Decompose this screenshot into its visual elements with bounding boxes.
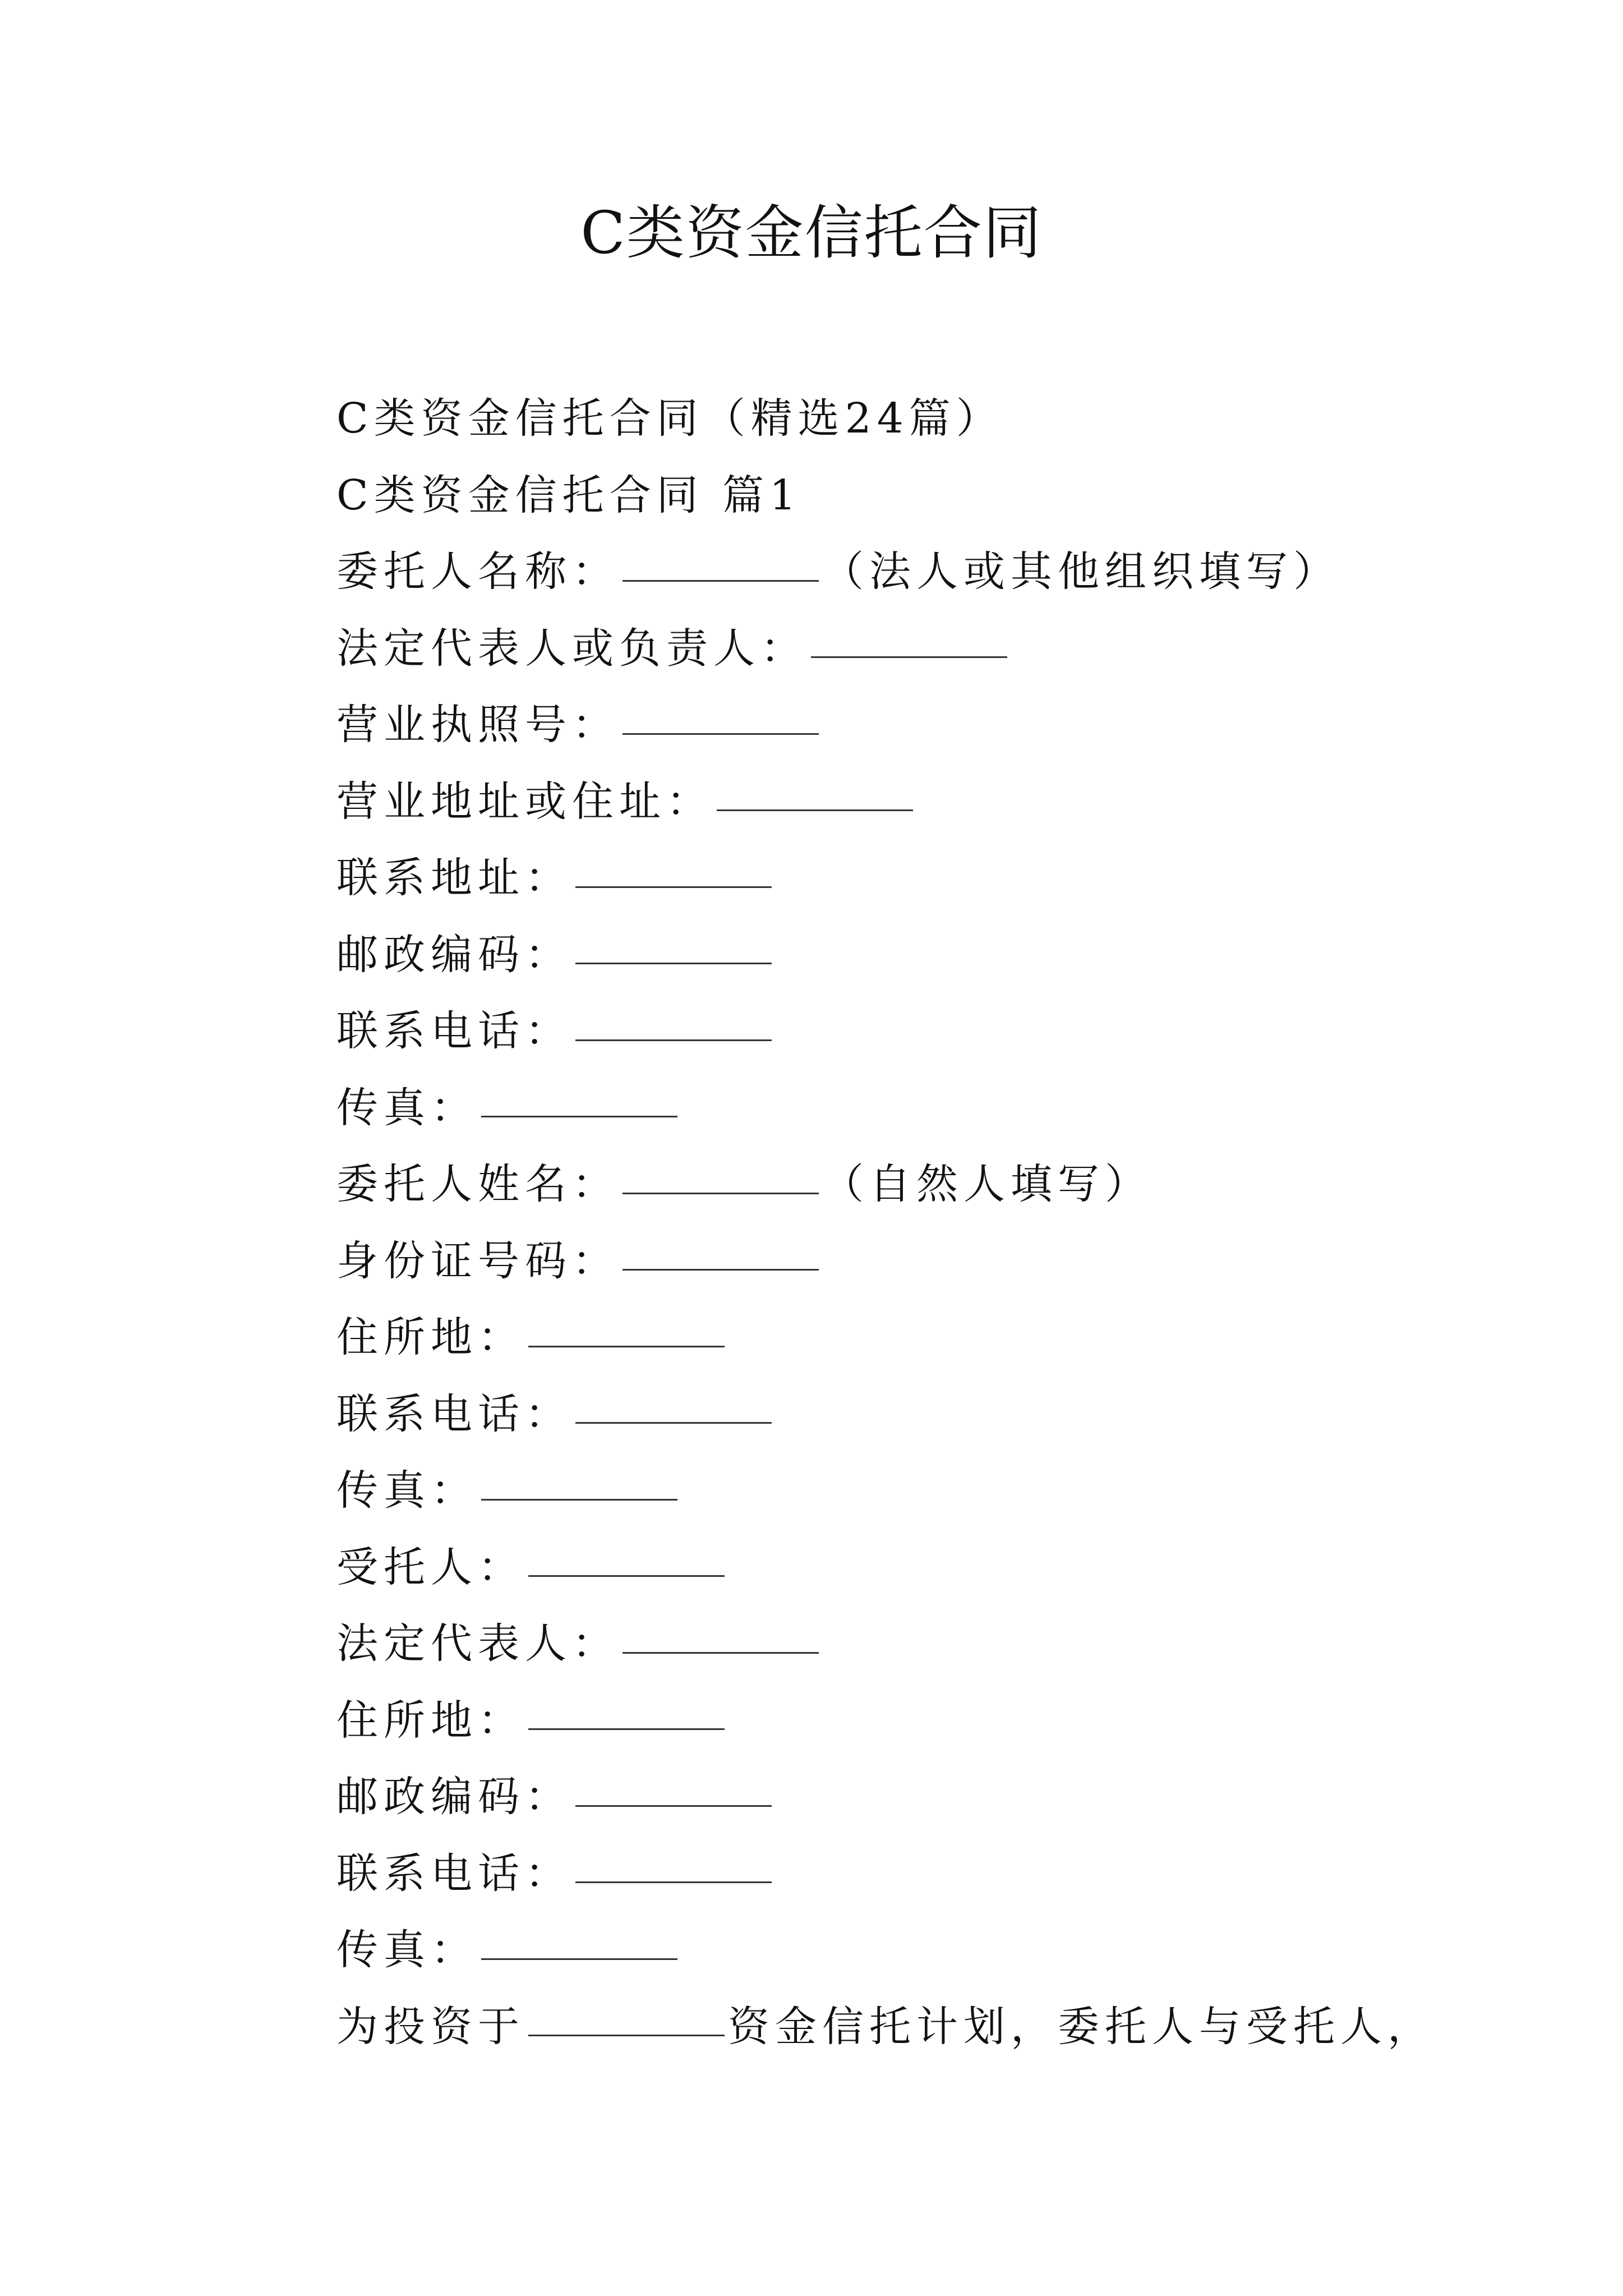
fill-in-blank[interactable] [717, 776, 913, 811]
fill-in-blank[interactable] [575, 1388, 772, 1424]
form-line [336, 683, 1458, 760]
field-label: 联系电话： [336, 1007, 572, 1056]
section-heading-line [336, 454, 1458, 531]
form-line [336, 836, 1458, 913]
fill-in-blank[interactable] [575, 1772, 772, 1807]
fill-in-blank[interactable] [811, 623, 1007, 658]
form-line [336, 990, 1458, 1066]
field-label: 联系地址： [336, 854, 572, 903]
fill-in-blank[interactable] [623, 700, 819, 735]
field-label: 联系电话： [336, 1849, 572, 1898]
fill-in-blank[interactable] [575, 1848, 772, 1883]
field-label: 委托人名称： [336, 547, 619, 596]
form-line [336, 1066, 1458, 1143]
form-line [336, 1908, 1458, 1985]
field-label: 传真： [336, 1466, 478, 1515]
form-line [336, 607, 1458, 684]
fill-in-blank[interactable] [481, 1465, 677, 1501]
field-label: 委托人姓名： [336, 1160, 619, 1209]
form-line [336, 1602, 1458, 1679]
subtitle-line [336, 377, 1458, 454]
field-label: 营业地址或住址： [336, 777, 713, 826]
fill-in-blank[interactable] [528, 1695, 725, 1730]
form-line [336, 530, 1458, 607]
field-label: 营业执照号： [336, 701, 619, 749]
field-label: 法定代表人： [336, 1619, 619, 1668]
fill-in-blank[interactable] [623, 546, 819, 582]
fill-in-blank[interactable] [575, 929, 772, 964]
fill-in-blank[interactable] [528, 1542, 725, 1577]
fill-in-blank[interactable] [623, 1618, 819, 1654]
form-line [336, 1143, 1458, 1220]
field-label: 邮政编码： [336, 1773, 572, 1821]
form-line [336, 1296, 1458, 1373]
form-line [336, 760, 1458, 837]
form-line [336, 913, 1458, 990]
field-note: （法人或其他组织填写） [822, 547, 1340, 596]
fill-in-blank[interactable] [481, 1082, 677, 1117]
document-body [336, 377, 1458, 2062]
form-line [336, 1755, 1458, 1832]
form-line [336, 1832, 1458, 1909]
subtitle-text: C类资金信托合同（精选24篇） [336, 394, 1003, 443]
field-note: （自然人填写） [822, 1160, 1152, 1209]
fill-in-blank[interactable] [481, 1925, 677, 1960]
fill-in-blank[interactable] [623, 1159, 819, 1194]
form-line [336, 1220, 1458, 1296]
fill-in-blank[interactable] [575, 853, 772, 888]
field-label: 住所地： [336, 1313, 525, 1362]
form-line [336, 1526, 1458, 1603]
field-label: 受托人： [336, 1543, 525, 1591]
fill-in-blank[interactable] [623, 1235, 819, 1271]
field-label: 传真： [336, 1083, 478, 1132]
fill-in-blank[interactable] [575, 1006, 772, 1041]
fill-in-blank[interactable] [528, 1312, 725, 1347]
section-heading-text: C类资金信托合同 篇1 [336, 471, 802, 519]
paragraph-line [336, 1985, 1458, 2062]
fill-in-blank[interactable] [528, 2001, 725, 2036]
form-line [336, 1449, 1458, 1526]
field-label: 邮政编码： [336, 930, 572, 979]
field-label: 传真： [336, 1926, 478, 1975]
field-label: 联系电话： [336, 1389, 572, 1438]
document-title: C类资金信托合同 [580, 199, 1043, 267]
paragraph-text-end: 资金信托计划，委托人与受托人， [728, 2002, 1435, 2051]
paragraph-text-start: 为投资于 [336, 2002, 525, 2051]
form-line [336, 1679, 1458, 1756]
field-label: 身份证号码： [336, 1236, 619, 1285]
field-label: 法定代表人或负责人： [336, 624, 808, 673]
field-label: 住所地： [336, 1696, 525, 1745]
form-line [336, 1373, 1458, 1450]
